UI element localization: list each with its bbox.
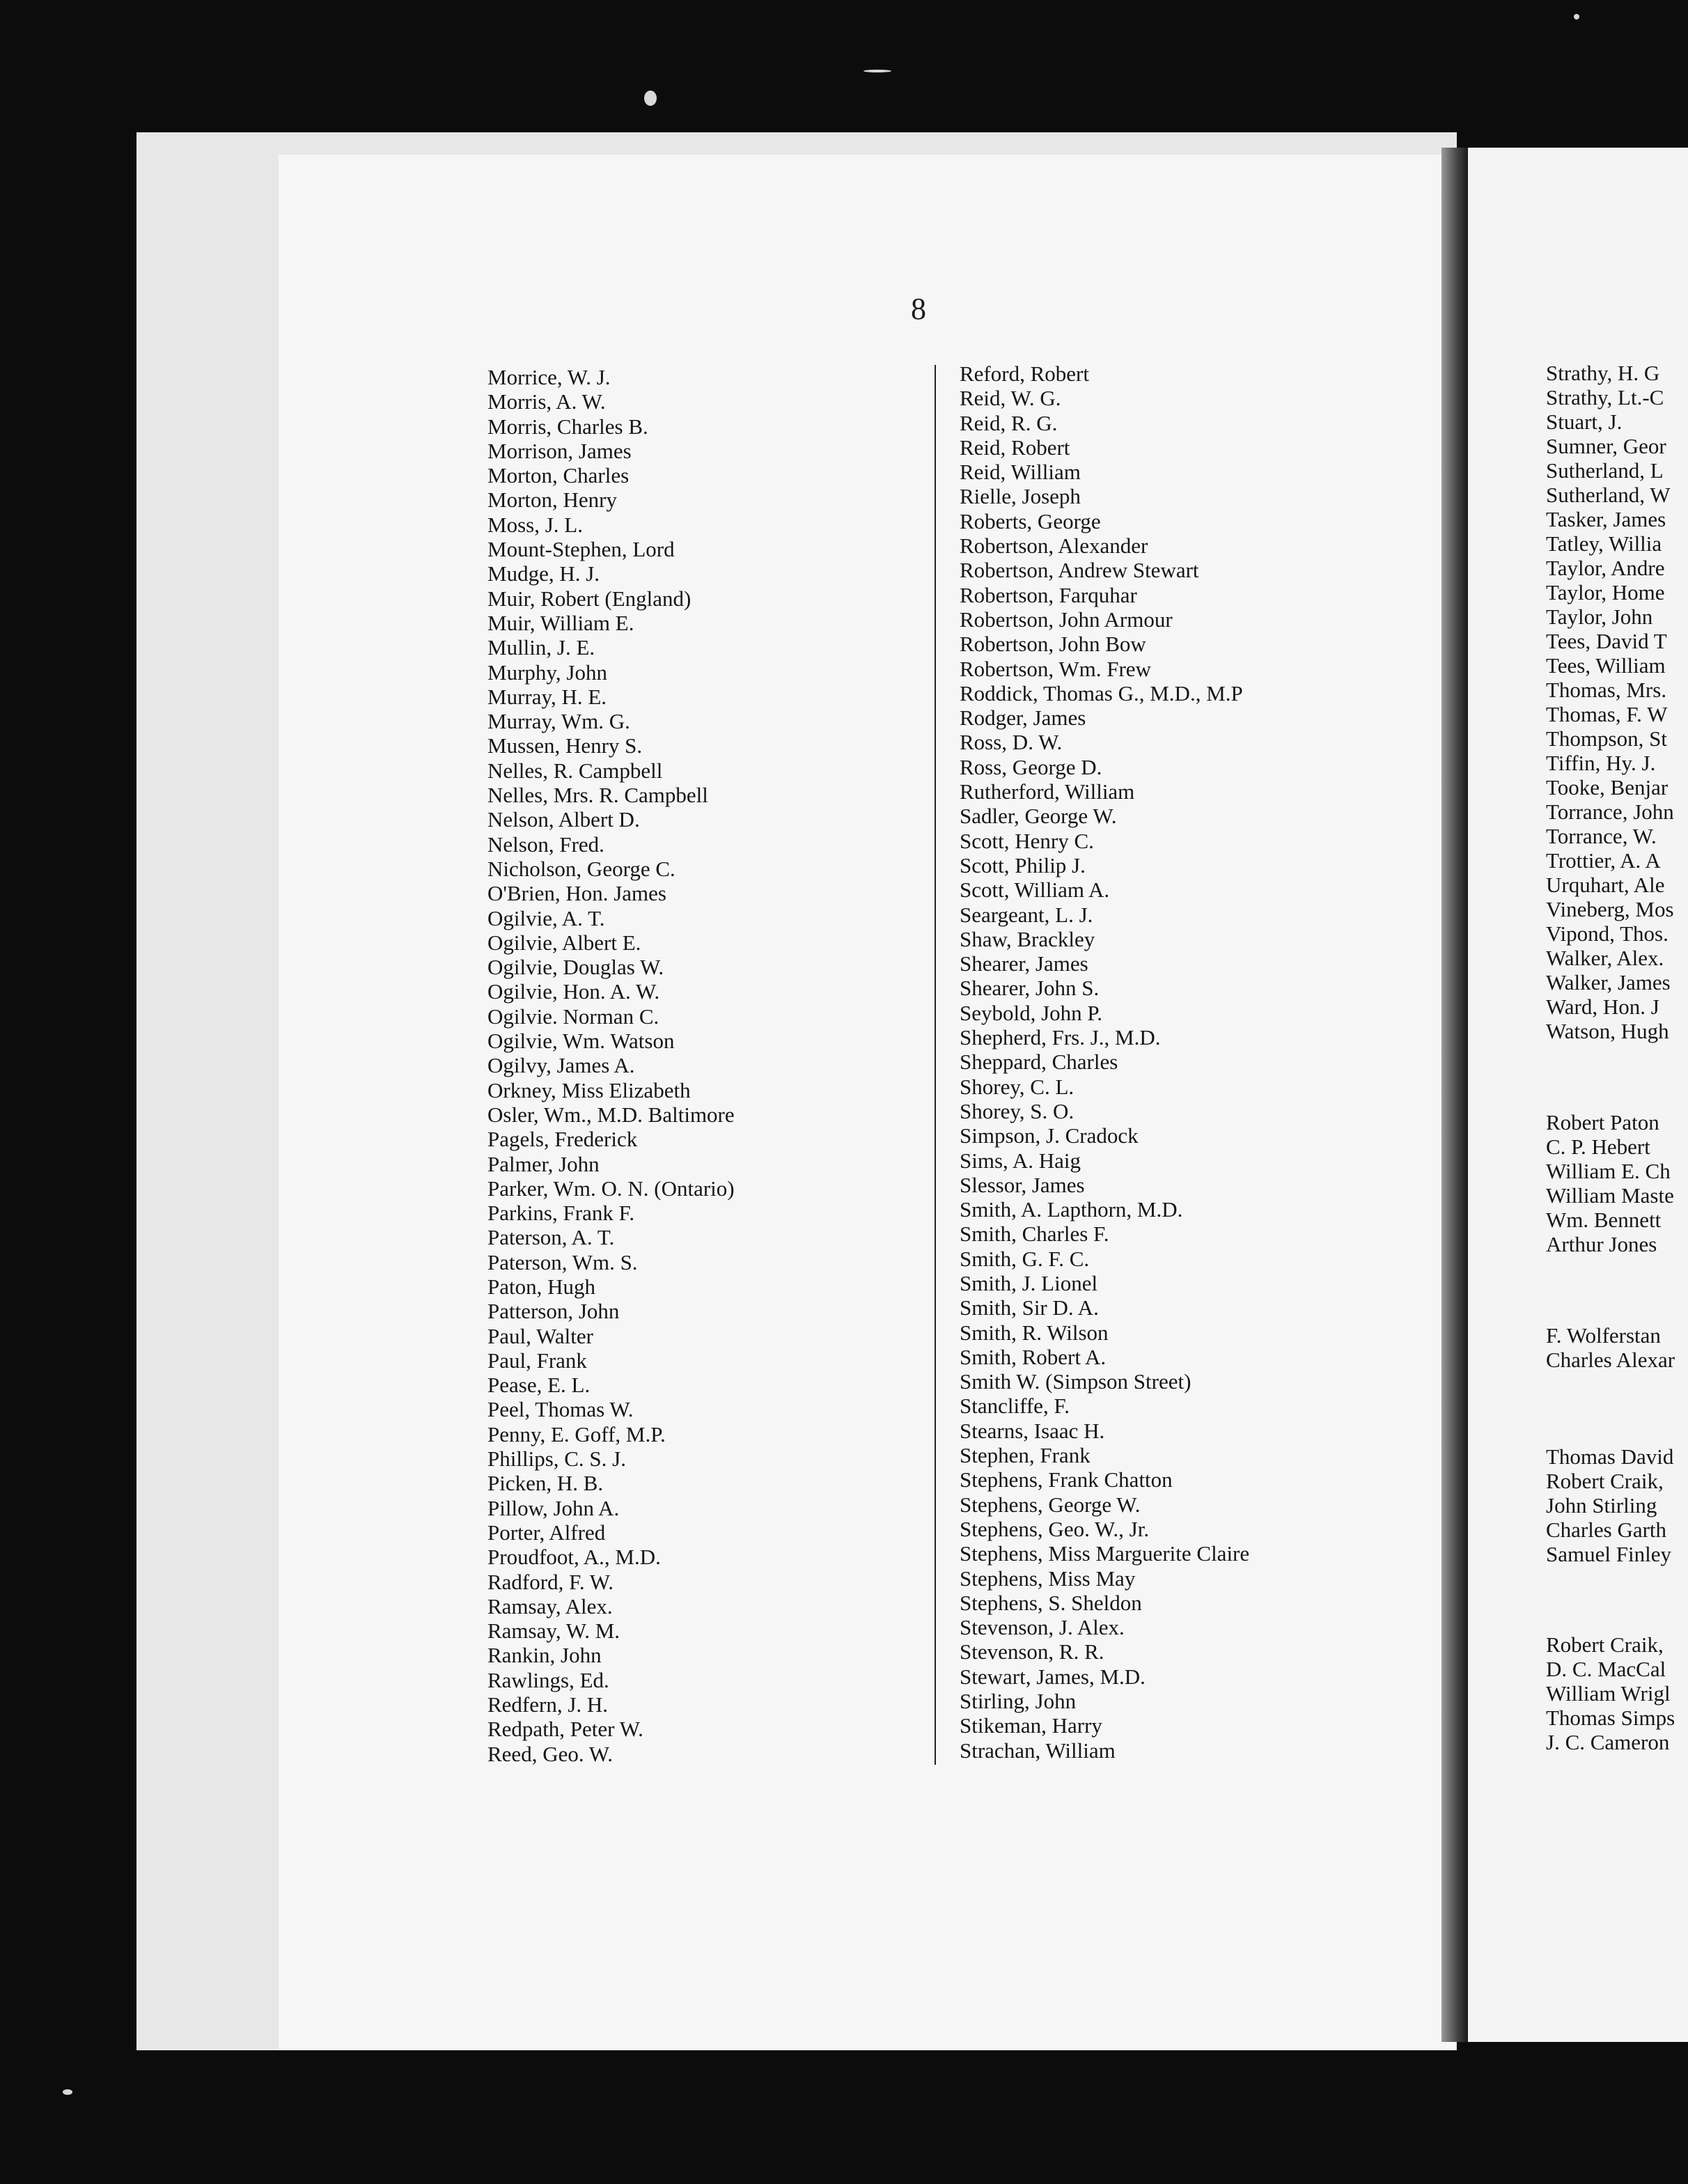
list-item: Strathy, H. G	[1546, 361, 1660, 385]
list-item: Paterson, A. T.	[487, 1225, 615, 1250]
list-item: Scott, Henry C.	[960, 828, 1094, 853]
list-item: Tiffin, Hy. J.	[1546, 751, 1656, 775]
list-item: Osler, Wm., M.D. Baltimore	[487, 1102, 735, 1127]
list-item: Mount-Stephen, Lord	[487, 537, 675, 562]
list-item: Smith W. (Simpson Street)	[960, 1369, 1191, 1394]
list-item: Robertson, Farquhar	[960, 582, 1137, 607]
list-item: Sumner, Geor	[1546, 434, 1666, 458]
list-item: Thomas Simps	[1546, 1706, 1675, 1730]
list-item: Redpath, Peter W.	[487, 1717, 643, 1742]
list-item: Stephens, S. Sheldon	[960, 1590, 1142, 1615]
list-item: Smith, A. Lapthorn, M.D.	[960, 1197, 1183, 1222]
list-item: Stevenson, R. R.	[960, 1639, 1104, 1664]
name-column-left	[487, 365, 735, 1766]
list-item: Stephen, Frank	[960, 1443, 1091, 1468]
list-item: Morrison, James	[487, 438, 632, 463]
list-item: Walker, James	[1546, 970, 1671, 994]
list-item: Shorey, S. O.	[960, 1098, 1074, 1123]
list-item: Mussen, Henry S.	[487, 733, 643, 758]
list-item: Morris, A. W.	[487, 389, 606, 414]
list-item: Stevenson, J. Alex.	[960, 1615, 1125, 1640]
list-item: Stephens, Frank Chatton	[960, 1467, 1173, 1492]
list-item: Ross, George D.	[960, 754, 1102, 779]
list-item: Sutherland, W	[1546, 483, 1671, 507]
list-item: Ogilvie, Wm. Watson	[487, 1029, 675, 1054]
list-item: Picken, H. B.	[487, 1471, 604, 1496]
list-item: Urquhart, Ale	[1546, 873, 1665, 897]
list-item: Palmer, John	[487, 1151, 600, 1176]
list-item: Simpson, J. Cradock	[960, 1123, 1139, 1148]
list-item: William Maste	[1546, 1183, 1674, 1208]
list-item: Murray, H. E.	[487, 684, 607, 709]
right-page-list-5	[1546, 1632, 1675, 1754]
list-item: Sutherland, L	[1546, 458, 1664, 483]
list-item: Taylor, Home	[1546, 580, 1665, 604]
list-item: Rodger, James	[960, 705, 1086, 731]
list-item: Watson, Hugh	[1546, 1019, 1669, 1043]
list-item: Rankin, John	[487, 1643, 602, 1668]
list-item: William Wrigl	[1546, 1681, 1671, 1706]
list-item: Ramsay, Alex.	[487, 1593, 613, 1618]
list-item: Reid, R. G.	[960, 410, 1058, 435]
list-item: Ramsay, W. M.	[487, 1618, 620, 1644]
list-item: Arthur Jones	[1546, 1232, 1657, 1256]
list-item: Morrice, W. J.	[487, 365, 611, 389]
list-item: Stephens, Miss May	[960, 1566, 1136, 1591]
list-item: Smith, Charles F.	[960, 1222, 1109, 1247]
list-item: Thomas, F. W	[1546, 702, 1668, 726]
list-item: Robert Craik,	[1546, 1469, 1664, 1493]
list-item: Sadler, George W.	[960, 804, 1117, 829]
list-item: Smith, Sir D. A.	[960, 1295, 1099, 1320]
list-item: Scott, Philip J.	[960, 852, 1086, 878]
list-item: Tees, David T	[1546, 629, 1667, 653]
list-item: Stephens, Miss Marguerite Claire	[960, 1541, 1250, 1566]
list-item: Shaw, Brackley	[960, 926, 1095, 951]
list-item: Stephens, George W.	[960, 1492, 1141, 1517]
list-item: Reid, Robert	[960, 435, 1070, 460]
list-item: Robert Craik,	[1546, 1632, 1664, 1657]
list-item: Strathy, Lt.-C	[1546, 385, 1664, 410]
list-item: Reid, William	[960, 460, 1081, 485]
page-number: 8	[911, 292, 926, 326]
list-item: Pagels, Frederick	[487, 1127, 638, 1152]
list-item: Reed, Geo. W.	[487, 1741, 613, 1766]
list-item: Sims, A. Haig	[960, 1148, 1081, 1173]
list-item: Pease, E. L.	[487, 1373, 591, 1398]
list-item: Thomas, Mrs.	[1546, 678, 1667, 702]
left-page-body	[279, 155, 1455, 2049]
list-item: William E. Ch	[1546, 1159, 1671, 1183]
list-item: Tees, William	[1546, 653, 1666, 678]
list-item: Ogilvie. Norman C.	[487, 1004, 659, 1029]
list-item: Shearer, James	[960, 951, 1088, 976]
list-item: Torrance, John	[1546, 800, 1674, 824]
scan-speck	[644, 91, 657, 106]
list-item: Stuart, J.	[1546, 410, 1623, 434]
list-item: Ogilvie, Albert E.	[487, 930, 641, 955]
list-item: J. C. Cameron	[1546, 1730, 1670, 1754]
list-item: Smith, G. F. C.	[960, 1246, 1090, 1271]
list-item: Rielle, Joseph	[960, 484, 1081, 509]
list-item: Reford, Robert	[960, 361, 1089, 386]
list-item: Strachan, William	[960, 1738, 1116, 1763]
list-item: Stancliffe, F.	[960, 1394, 1070, 1419]
scan-speck	[1574, 14, 1579, 20]
right-page-list-3	[1546, 1323, 1675, 1372]
list-item: Ogilvy, James A.	[487, 1053, 635, 1078]
list-item: Smith, J. Lionel	[960, 1270, 1098, 1295]
list-item: Robert Paton	[1546, 1110, 1659, 1134]
list-item: Thomas David	[1546, 1444, 1674, 1469]
list-item: Tooke, Benjar	[1546, 775, 1669, 800]
list-item: Orkney, Miss Elizabeth	[487, 1077, 691, 1102]
list-item: Vineberg, Mos	[1546, 897, 1674, 921]
list-item: Paul, Frank	[487, 1348, 587, 1373]
list-item: Ross, D. W.	[960, 730, 1063, 755]
list-item: Paterson, Wm. S.	[487, 1249, 638, 1274]
list-item: Walker, Alex.	[1546, 946, 1664, 970]
list-item: Ogilvie, Douglas W.	[487, 955, 664, 980]
list-item: Taylor, Andre	[1546, 556, 1665, 580]
list-item: Rutherford, William	[960, 779, 1135, 804]
list-item: Nelson, Albert D.	[487, 807, 640, 832]
list-item: Mudge, H. J.	[487, 561, 600, 586]
list-item: Nelles, Mrs. R. Campbell	[487, 783, 708, 808]
list-item: Smith, Robert A.	[960, 1344, 1107, 1369]
list-item: Shorey, C. L.	[960, 1074, 1074, 1099]
list-item: Tasker, James	[1546, 507, 1666, 531]
list-item: Roberts, George	[960, 508, 1101, 533]
right-page-list-4	[1546, 1444, 1673, 1566]
list-item: Murphy, John	[487, 660, 607, 685]
list-item: Rawlings, Ed.	[487, 1667, 609, 1692]
list-item: Moss, J. L.	[487, 512, 583, 537]
list-item: Redfern, J. H.	[487, 1692, 609, 1717]
list-item: Phillips, C. S. J.	[487, 1446, 626, 1472]
list-item: Stikeman, Harry	[960, 1713, 1102, 1738]
list-item: Robertson, Wm. Frew	[960, 656, 1151, 681]
list-item: Stephens, Geo. W., Jr.	[960, 1516, 1150, 1541]
right-page-list-2	[1546, 1110, 1674, 1256]
list-item: Roddick, Thomas G., M.D., M.P	[960, 680, 1243, 705]
list-item: Nelles, R. Campbell	[487, 758, 663, 783]
column-divider	[935, 365, 936, 1765]
list-item: Mullin, J. E.	[487, 635, 595, 660]
list-item: Reid, W. G.	[960, 386, 1061, 411]
list-item: Penny, E. Goff, M.P.	[487, 1421, 666, 1446]
list-item: Ogilvie, A. T.	[487, 905, 605, 930]
list-item: Slessor, James	[960, 1172, 1085, 1197]
list-item: Robertson, Alexander	[960, 533, 1148, 559]
list-item: Nicholson, George C.	[487, 856, 675, 881]
list-item: Morris, Charles B.	[487, 414, 648, 439]
list-item: Murray, Wm. G.	[487, 709, 630, 734]
list-item: Smith, R. Wilson	[960, 1320, 1109, 1345]
list-item: Charles Alexar	[1546, 1348, 1675, 1372]
list-item: Charles Garth	[1546, 1518, 1667, 1542]
list-item: Robertson, Andrew Stewart	[960, 558, 1199, 583]
list-item: Nelson, Fred.	[487, 832, 604, 857]
list-item: Torrance, W.	[1546, 824, 1657, 848]
list-item: F. Wolferstan	[1546, 1323, 1661, 1348]
list-item: Seargeant, L. J.	[960, 902, 1093, 927]
list-item: Morton, Charles	[487, 463, 630, 488]
list-item: Scott, William A.	[960, 878, 1110, 903]
list-item: D. C. MacCal	[1546, 1657, 1666, 1681]
scan-speck	[863, 70, 891, 72]
list-item: Robertson, John Armour	[960, 607, 1173, 632]
list-item: Robertson, John Bow	[960, 632, 1146, 657]
list-item: Thompson, St	[1546, 726, 1667, 751]
list-item: Paton, Hugh	[487, 1274, 595, 1299]
list-item: Parker, Wm. O. N. (Ontario)	[487, 1176, 735, 1201]
list-item: Patterson, John	[487, 1299, 620, 1324]
list-item: Paul, Walter	[487, 1323, 593, 1348]
list-item: John Stirling	[1546, 1493, 1657, 1518]
list-item: Tatley, Willia	[1546, 531, 1662, 556]
list-item: Ward, Hon. J	[1546, 994, 1659, 1019]
list-item: Peel, Thomas W.	[487, 1397, 634, 1422]
list-item: Vipond, Thos.	[1546, 921, 1669, 946]
right-page-list-1	[1546, 361, 1674, 1043]
list-item: Stearns, Isaac H.	[960, 1418, 1105, 1443]
list-item: Radford, F. W.	[487, 1569, 614, 1594]
right-page-cropped	[1468, 148, 1688, 2042]
list-item: Muir, William E.	[487, 610, 634, 635]
name-column-right	[960, 361, 1249, 1763]
list-item: C. P. Hebert	[1546, 1134, 1650, 1159]
list-item: Proudfoot, A., M.D.	[487, 1545, 661, 1570]
list-item: Seybold, John P.	[960, 1000, 1102, 1025]
list-item: Shepherd, Frs. J., M.D.	[960, 1025, 1161, 1050]
list-item: Porter, Alfred	[487, 1520, 606, 1545]
list-item: Stirling, John	[960, 1689, 1077, 1714]
list-item: Samuel Finley	[1546, 1542, 1671, 1566]
list-item: Ogilvie, Hon. A. W.	[487, 979, 660, 1004]
list-item: Wm. Bennett	[1546, 1208, 1662, 1232]
list-item: Parkins, Frank F.	[487, 1201, 635, 1226]
list-item: Muir, Robert (England)	[487, 586, 691, 611]
list-item: Trottier, A. A	[1546, 848, 1661, 873]
list-item: O'Brien, Hon. James	[487, 881, 666, 906]
scan-speck	[63, 2089, 72, 2095]
list-item: Stewart, James, M.D.	[960, 1664, 1146, 1689]
list-item: Taylor, John	[1546, 604, 1653, 629]
page-gutter-shadow	[1441, 148, 1468, 2042]
list-item: Shearer, John S.	[960, 976, 1100, 1001]
list-item: Morton, Henry	[487, 488, 617, 513]
list-item: Pillow, John A.	[487, 1495, 620, 1520]
list-item: Sheppard, Charles	[960, 1050, 1118, 1075]
